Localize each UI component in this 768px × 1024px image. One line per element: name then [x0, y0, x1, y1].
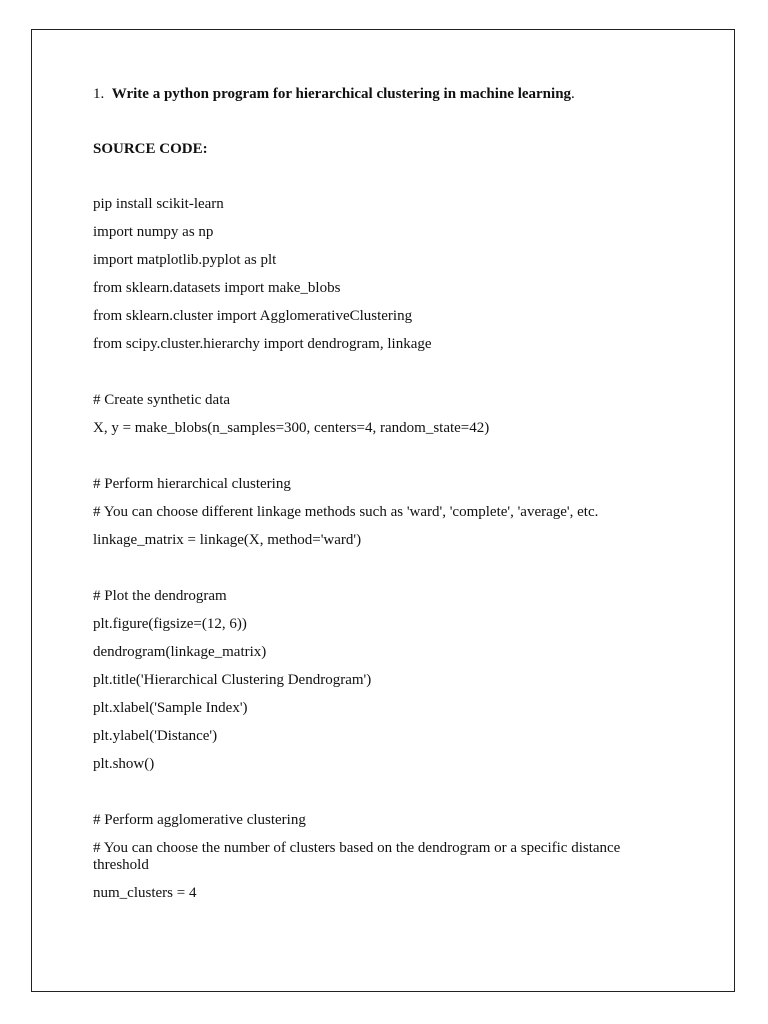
code-line: dendrogram(linkage_matrix): [93, 644, 267, 660]
question-trailing: .: [571, 86, 575, 102]
question-text: Write a python program for hierarchical clustering in machine learning: [111, 86, 572, 102]
code-line: plt.xlabel('Sample Index'): [93, 700, 248, 716]
code-line: # Create synthetic data: [93, 392, 231, 408]
code-line: from scipy.cluster.hierarchy import dendrogram, linkage: [93, 336, 432, 352]
code-line: import matplotlib.pyplot as plt: [93, 252, 277, 268]
blank-line: [93, 364, 653, 381]
blank-line: [93, 560, 653, 577]
code-line: plt.title('Hierarchical Clustering Dendrogram'): [93, 672, 372, 688]
code-line: plt.show(): [93, 756, 155, 772]
code-line: plt.figure(figsize=(12, 6)): [93, 616, 247, 632]
code-line: X, y = make_blobs(n_samples=300, centers=4, random_state=42): [93, 420, 490, 436]
code-line: # Perform agglomerative clustering: [93, 812, 306, 828]
code-line: # Plot the dendrogram: [93, 588, 227, 604]
code-line: linkage_matrix = linkage(X, method='ward'): [93, 532, 362, 548]
code-line: num_clusters = 4: [93, 885, 197, 901]
document-content: [93, 86, 653, 902]
blank-line: [93, 784, 653, 801]
code-line: plt.ylabel('Distance'): [93, 728, 218, 744]
question-number: 1.: [93, 86, 105, 102]
source-code-heading: SOURCE CODE:: [93, 141, 208, 157]
code-line: import numpy as np: [93, 224, 214, 240]
code-line: # You can choose different linkage methods such as 'ward', 'complete', 'average', etc.: [93, 504, 599, 520]
blank-line: [93, 448, 653, 465]
code-line: from sklearn.cluster import AgglomerativeClustering: [93, 308, 413, 324]
code-line: from sklearn.datasets import make_blobs: [93, 280, 341, 296]
source-code-block: [93, 196, 653, 902]
question-line: [93, 86, 653, 103]
code-line: pip install scikit-learn: [93, 196, 224, 212]
code-line: # Perform hierarchical clustering: [93, 476, 291, 492]
code-line: # You can choose the number of clusters based on the dendrogram or a specific distance threshold: [93, 840, 621, 873]
